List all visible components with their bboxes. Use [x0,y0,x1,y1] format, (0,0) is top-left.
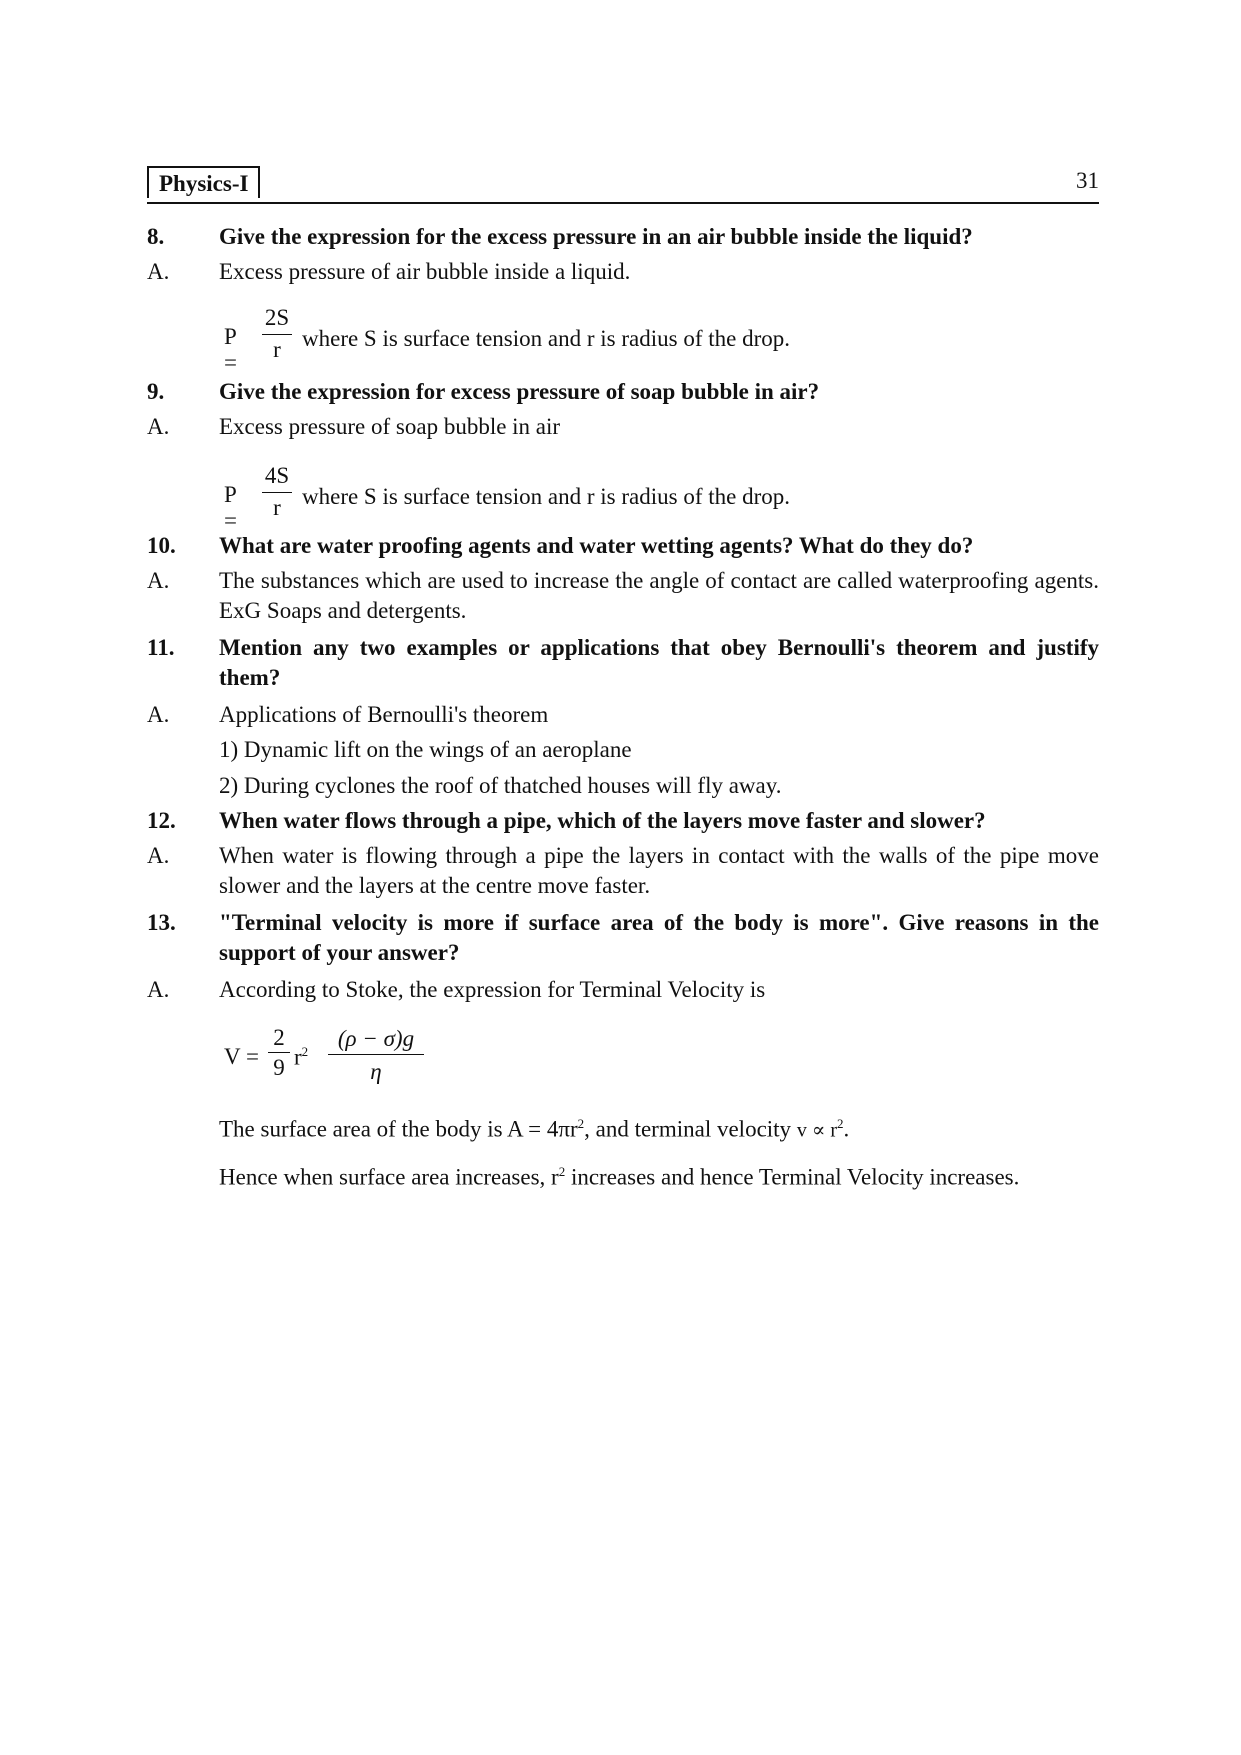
chapter-title: Physics-I [147,166,260,198]
answer-label: A. [147,977,170,1002]
radius-symbol: r [551,1164,559,1190]
answer-label: A. [147,568,170,593]
answer-label: A. [147,702,170,727]
exponent: 2 [301,1044,309,1059]
question-text: Give the expression for the excess pressure in an air bubble inside the liquid? [219,224,973,249]
formula-lhs: P = [224,482,237,533]
question-text: Mention any two examples or applications that obey Bernoulli's theorem and justify them? [219,635,1099,690]
page-header [147,166,1099,204]
question-text: What are water proofing agents and water wetting agents? What do they do? [219,533,974,558]
formula-density-fraction [328,1024,424,1089]
fraction-denominator: r [273,495,281,520]
formula-explanation: where S is surface tension and r is radius of the drop. [302,484,790,509]
exponent: 2 [558,1164,566,1179]
formula-fraction [262,462,292,523]
fraction-numerator: 2S [262,304,292,335]
fraction-numerator: 4S [262,462,292,493]
answer-text: When water is flowing through a pipe the layers in contact with the walls of the pipe move slower and the layers at the centre move faster. [219,843,1099,898]
answer-text: Excess pressure of air bubble inside a liquid. [219,259,631,284]
answer-label: A. [147,414,170,439]
surface-area-line [219,1109,849,1146]
fraction-denominator: 9 [273,1055,285,1080]
formula-radius-squared [294,1044,308,1071]
text-segment: increases and hence Terminal Velocity increases. [565,1164,1020,1190]
fraction-numerator: (ρ − σ)g [328,1024,424,1055]
question-number: 13. [147,910,176,935]
question-text: Give the expression for excess pressure of soap bubble in air? [219,379,820,404]
text-segment: The surface area of the body is [219,1116,508,1142]
text-segment: , and terminal velocity [584,1116,797,1142]
question-text: When water flows through a pipe, which of the layers move faster and slower? [219,808,986,833]
fraction-denominator: r [273,337,281,362]
answer-text: Excess pressure of soap bubble in air [219,414,561,439]
formula-lhs: P = [224,324,237,375]
answer-label: A. [147,259,170,284]
formula-lhs: V = [224,1044,259,1069]
question-number: 11. [147,635,175,660]
exponent: 2 [577,1116,585,1131]
proportionality-formula: v ∝ r [796,1119,838,1142]
surface-area-formula: A = 4πr [507,1116,578,1142]
list-item: 2) During cyclones the roof of thatched houses will fly away. [219,773,782,798]
answer-label: A. [147,843,170,868]
question-number: 12. [147,808,176,833]
question-text: "Terminal velocity is more if surface area of the body is more". Give reasons in the support of your answer? [219,910,1099,965]
answer-text: The substances which are used to increase the angle of contact are called waterproofing agents. ExG Soaps and detergents. [219,568,1099,623]
conclusion-line [219,1157,1019,1193]
list-item: 1) Dynamic lift on the wings of an aeroplane [219,737,632,762]
question-number: 9. [147,379,165,404]
text-segment: Hence when surface area increases, [219,1164,552,1190]
exponent: 2 [837,1116,844,1131]
fraction-denominator: η [370,1059,382,1084]
formula-terminal-velocity [224,1024,424,1088]
formula-fraction [262,304,292,365]
fraction-numerator: 2 [268,1024,290,1053]
text-segment: . [843,1116,850,1142]
answer-text: Applications of Bernoulli's theorem [219,702,549,727]
question-number: 8. [147,224,165,249]
formula-coefficient [268,1024,290,1083]
page-number: 31 [1076,168,1099,193]
radius-symbol: r [294,1044,302,1070]
formula-explanation: where S is surface tension and r is radius of the drop. [302,326,790,351]
answer-text: According to Stoke, the expression for Terminal Velocity is [219,977,766,1002]
question-number: 10. [147,533,176,558]
